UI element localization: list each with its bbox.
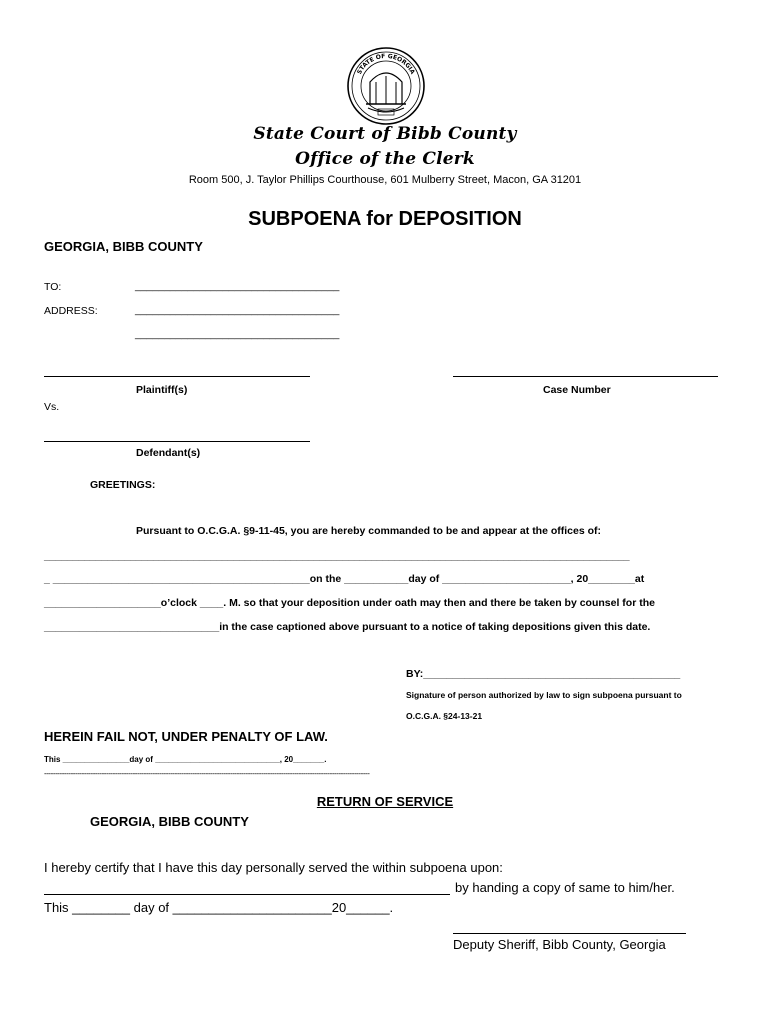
separator-line: --------------------------------------------------------------------------------------------------------------------------------------------------- bbox=[44, 769, 370, 778]
address-line-1[interactable]: ___________________________________ bbox=[135, 304, 340, 316]
georgia-state-seal-icon bbox=[346, 46, 426, 126]
defendant-label: Defendant(s) bbox=[136, 447, 201, 459]
venue-heading: GEORGIA, BIBB COUNTY bbox=[44, 239, 203, 254]
form-title: SUBPOENA for DEPOSITION bbox=[248, 208, 522, 230]
time-line[interactable]: ____________________o’clock ____. M. so that your deposition under oath may then and there be taken by counsel for the bbox=[44, 597, 655, 609]
certify-text: I hereby certify that I have this day personally served the within subpoena upon: bbox=[44, 860, 503, 875]
counsel-line[interactable]: ______________________________in the case captioned above pursuant to a notice of taking depositions given this date. bbox=[44, 621, 651, 633]
handing-text: by handing a copy of same to him/her. bbox=[455, 880, 675, 895]
signature-by-line[interactable]: BY:____________________________________________ bbox=[406, 668, 681, 680]
appearance-line[interactable]: _ ____________________________________________on the ___________day of ______________________, 20________at bbox=[44, 573, 645, 585]
to-line[interactable]: ___________________________________ bbox=[135, 280, 340, 292]
statute-note: O.C.G.A. §24-13-21 bbox=[406, 711, 483, 721]
service-date-line[interactable]: This ________ day of ______________________20______. bbox=[44, 900, 394, 915]
deputy-label: Deputy Sheriff, Bibb County, Georgia bbox=[453, 937, 666, 952]
signature-note: Signature of person authorized by law to sign subpoena pursuant to bbox=[406, 690, 682, 700]
return-venue: GEORGIA, BIBB COUNTY bbox=[90, 814, 249, 829]
case-number-label: Case Number bbox=[543, 384, 611, 396]
command-text: Pursuant to O.C.G.A. §9-11-45, you are hereby commanded to be and appear at the offices of: bbox=[136, 525, 602, 537]
date-line[interactable]: This _______________day of ____________________________, 20_______. bbox=[44, 755, 327, 764]
office-name: Office of the Clerk bbox=[295, 149, 475, 169]
plaintiff-line[interactable] bbox=[44, 376, 310, 377]
served-person-line[interactable] bbox=[44, 894, 450, 895]
penalty-text: HEREIN FAIL NOT, UNDER PENALTY OF LAW. bbox=[44, 729, 328, 744]
greetings: GREETINGS: bbox=[90, 479, 156, 491]
deputy-signature-line[interactable] bbox=[453, 933, 686, 934]
address-label: ADDRESS: bbox=[44, 305, 98, 317]
vs-label: Vs. bbox=[44, 401, 60, 413]
offices-line[interactable]: ______________________________________________________________________________________________________ bbox=[44, 550, 630, 562]
svg-text:STATE OF GEORGIA: STATE OF GEORGIA bbox=[355, 52, 417, 76]
plaintiff-label: Plaintiff(s) bbox=[136, 384, 188, 396]
return-of-service-title: RETURN OF SERVICE bbox=[316, 794, 454, 809]
court-address: Room 500, J. Taylor Phillips Courthouse, 601 Mulberry Street, Macon, GA 31201 bbox=[188, 174, 582, 186]
address-line-2[interactable]: ___________________________________ bbox=[135, 328, 340, 340]
to-label: TO: bbox=[44, 281, 62, 293]
case-number-line[interactable] bbox=[453, 376, 718, 377]
defendant-line[interactable] bbox=[44, 441, 310, 442]
court-name: State Court of Bibb County bbox=[253, 124, 517, 144]
